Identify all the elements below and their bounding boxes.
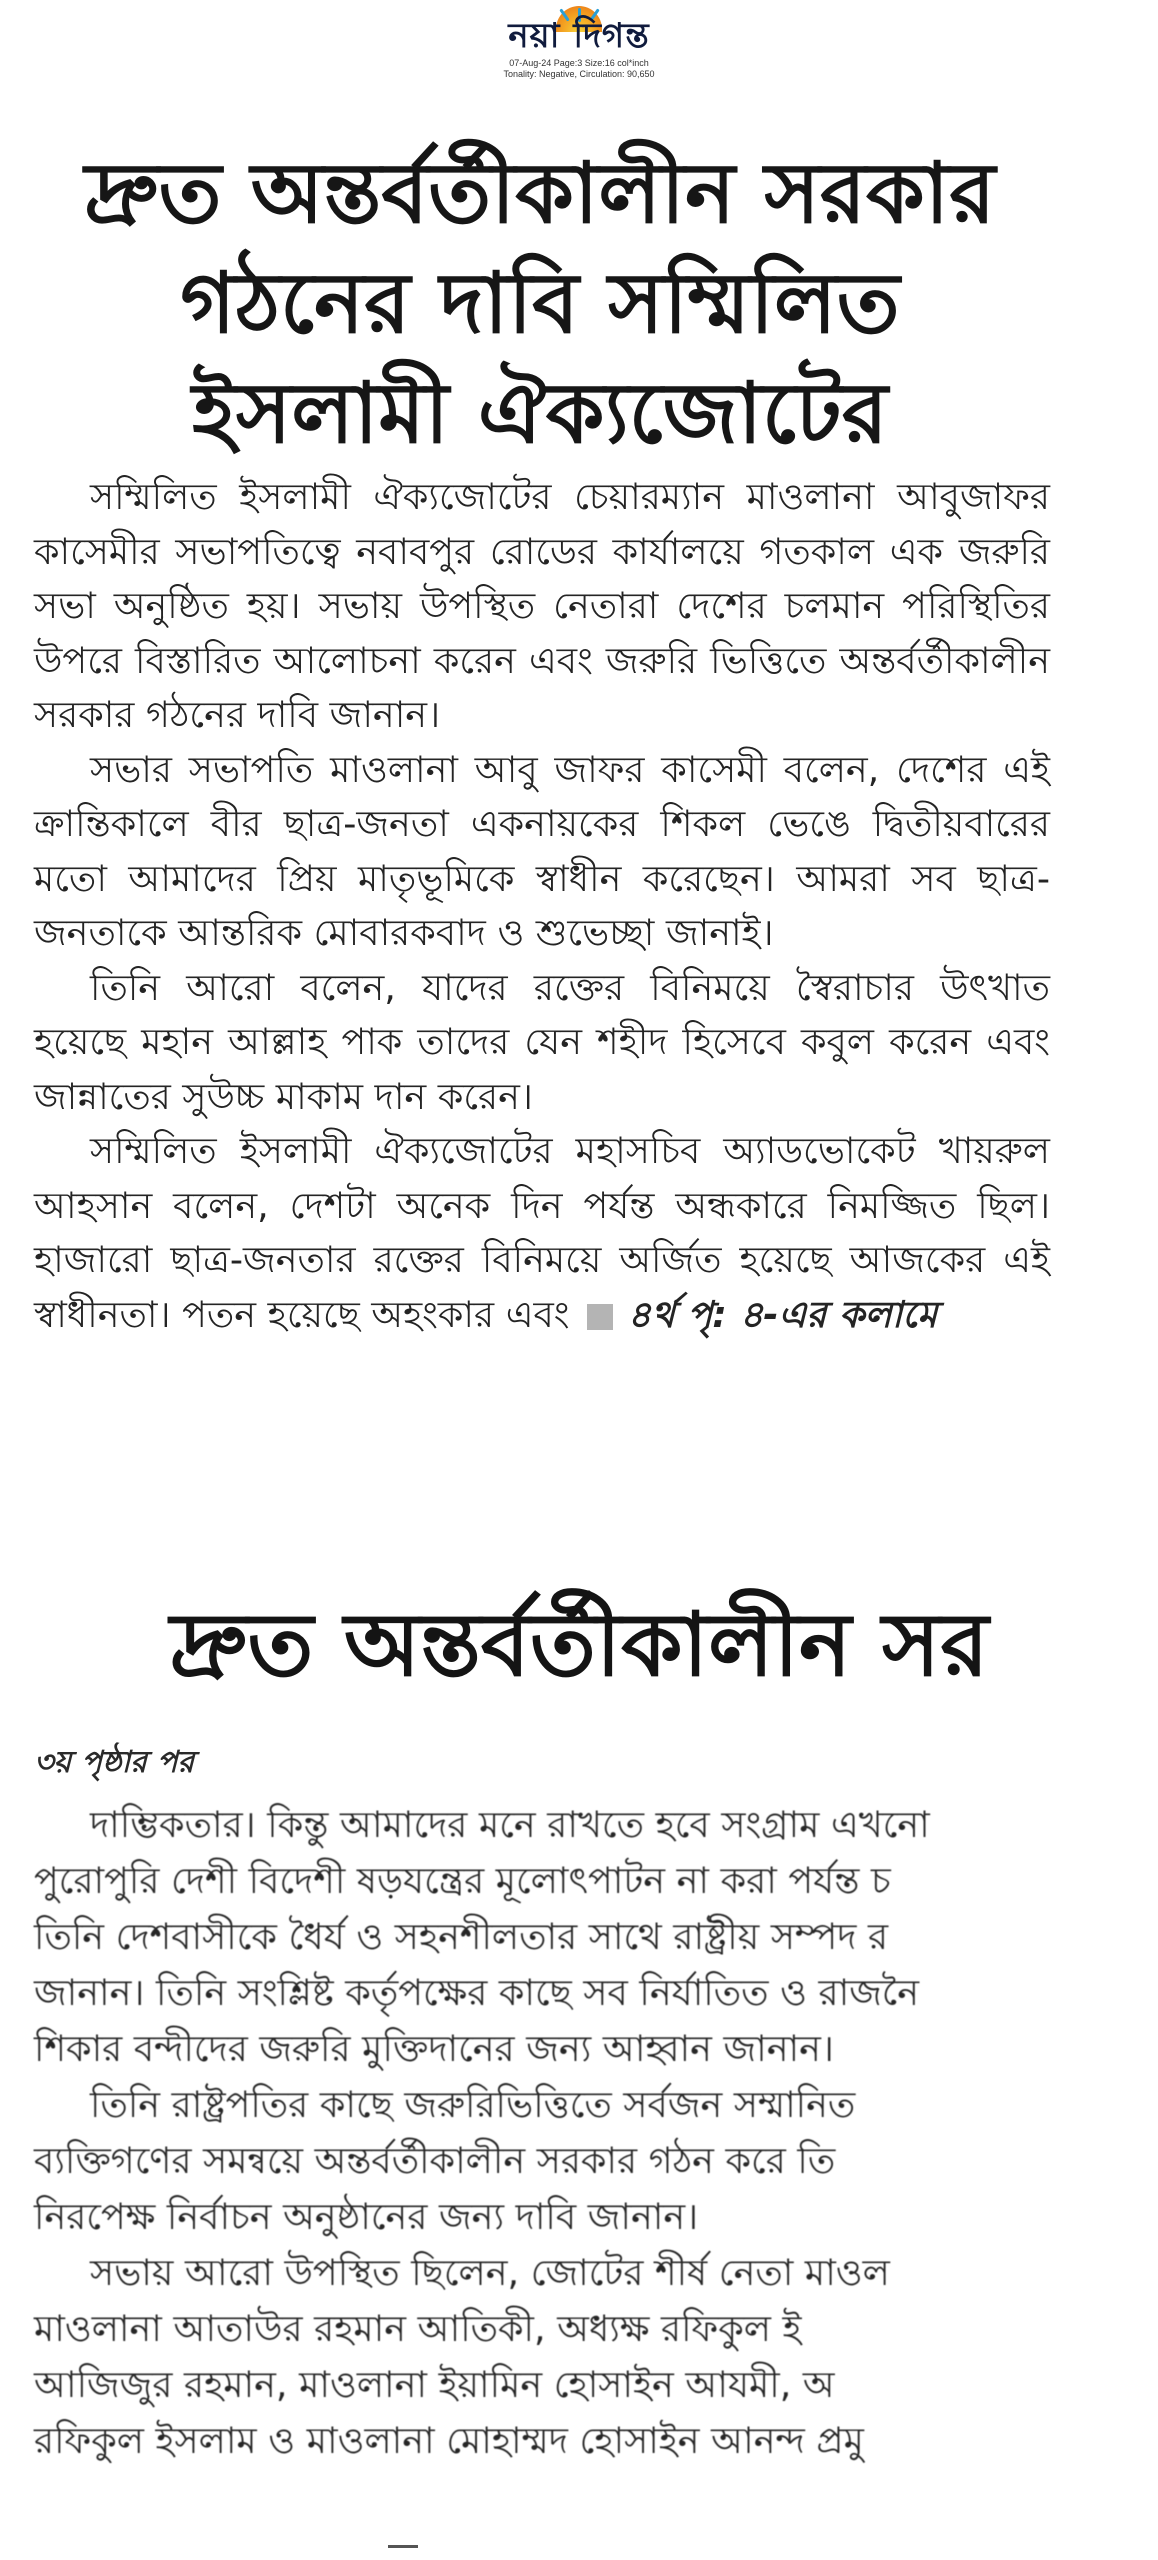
jump-square-icon	[587, 1304, 613, 1330]
article-body	[34, 470, 1050, 1342]
continuation-clip	[0, 1585, 1098, 2560]
headline-line: দ্রুত অন্তর্বর্তীকালীন সরকার	[84, 144, 996, 242]
newspaper-logo-text: নয়া দিগন্ত	[508, 16, 650, 56]
headline-line: গঠনের দাবি সম্মিলিত	[180, 254, 900, 352]
page-mark	[388, 2545, 418, 2548]
continuation-line: দাম্ভিকতার। কিন্তু আমাদের মনে রাখতে হবে সংগ্রাম এখনো	[90, 1803, 930, 1846]
continued-from-label: ৩য় পৃষ্ঠার পর	[34, 1745, 195, 1780]
continuation-line: ব্যক্তিগণের সমন্বয়ে অন্তর্বর্তীকালীন সরকার গঠন করে তি	[34, 2139, 836, 2182]
continuation-line: তিনি দেশবাসীকে ধৈর্য ও সহনশীলতার সাথে রাষ্ট্রীয় সম্পদ র	[34, 1915, 889, 1958]
article-paragraph: সম্মিলিত ইসলামী ঐক্যজোটের চেয়ারম্যান মাওলানা আবুজাফর কাসেমীর সভাপতিত্বে নবাবপুর রোডের কার্যালয়ে গতকাল এক জরুরি সভা অনুষ্ঠিত হয়। সভায় উপস্থিত নেতারা দেশের চলমান পরিস্থিতির উপরে বিস্তারিত আলোচনা করেন এবং জরুরি ভিত্তিতে অন্তর্বর্তীকালীন সরকার গঠনের দাবি জানান।	[34, 475, 1050, 736]
continuation-line: পুরোপুরি দেশী বিদেশী ষড়যন্ত্রের মূলোৎপাটন না করা পর্যন্ত চ	[34, 1859, 891, 1902]
continuation-line: শিকার বন্দীদের জরুরি মুক্তিদানের জন্য আহ্বান জানান।	[34, 2027, 834, 2070]
article-paragraph-text: সম্মিলিত ইসলামী ঐক্যজোটের মহাসচিব অ্যাডভোকেট খায়রুল আহসান বলেন, দেশটা অনেক দিন পর্যন্ত অন্ধকারে নিমজ্জিত ছিল। হাজারো ছাত্র-জনতার রক্তের বিনিময়ে অর্জিত হয়েছে আজকের এই স্বাধীনতা। পতন হয়েছে অহংকার এবং	[34, 1129, 1050, 1336]
masthead	[0, 6, 1158, 80]
continuation-line: জানান। তিনি সংশ্লিষ্ট কর্তৃপক্ষের কাছে সব নির্যাতিত ও রাজনৈ	[34, 1971, 919, 2014]
continuation-line: তিনি রাষ্ট্রপতির কাছে জরুরিভিত্তিতে সর্বজন সম্মানিত	[90, 2083, 856, 2126]
continuation-headline: দ্রুত অন্তর্বর্তীকালীন সর	[170, 1593, 989, 1696]
newspaper-logo	[502, 6, 655, 58]
clipping-meta-line-2: Tonality: Negative, Circulation: 90,650	[503, 69, 655, 79]
article-paragraph: তিনি আরো বলেন, যাদের রক্তের বিনিময়ে স্বৈরাচার উৎখাত হয়েছে মহান আল্লাহ পাক তাদের যেন শহীদ হিসেবে কবুল করেন এবং জান্নাতের সুউচ্চ মাকাম দান করেন।	[34, 965, 1050, 1118]
jump-to-page-text: ৪র্থ পৃ: ৪-এর কলামে	[627, 1292, 938, 1336]
article-paragraph: সভার সভাপতি মাওলানা আবু জাফর কাসেমী বলেন, দেশের এই ক্রান্তিকালে বীর ছাত্র-জনতা একনায়কের শিকল ভেঙে দ্বিতীয়বারের মতো আমাদের প্রিয় মাতৃভূমিকে স্বাধীন করেছেন। আমরা সব ছাত্র-জনতাকে আন্তরিক মোবারকবাদ ও শুভেচ্ছা জানাই।	[34, 747, 1050, 954]
continuation-line: রফিকুল ইসলাম ও মাওলানা মোহাম্মদ হোসাইন আনন্দ প্রমু	[34, 2419, 864, 2462]
article-headline	[30, 138, 1050, 468]
continuation-line: সভায় আরো উপস্থিত ছিলেন, জোটের শীর্ষ নেতা মাওল	[90, 2251, 890, 2294]
continuation-line: আজিজুর রহমান, মাওলানা ইয়ামিন হোসাইন আযমী, অ	[34, 2363, 835, 2406]
clipping-meta-line-1: 07-Aug-24 Page:3 Size:16 col*inch	[509, 58, 649, 68]
continuation-line: মাওলানা আতাউর রহমান আতিকী, অধ্যক্ষ রফিকুল ই	[34, 2307, 802, 2350]
continuation-body	[34, 1797, 1098, 2469]
continuation-line: নিরপেক্ষ নির্বাচন অনুষ্ঠানের জন্য দাবি জানান।	[34, 2195, 699, 2238]
article-paragraph-last	[34, 1124, 1050, 1342]
headline-line: ইসলামী ঐক্যজোটের	[192, 364, 888, 462]
